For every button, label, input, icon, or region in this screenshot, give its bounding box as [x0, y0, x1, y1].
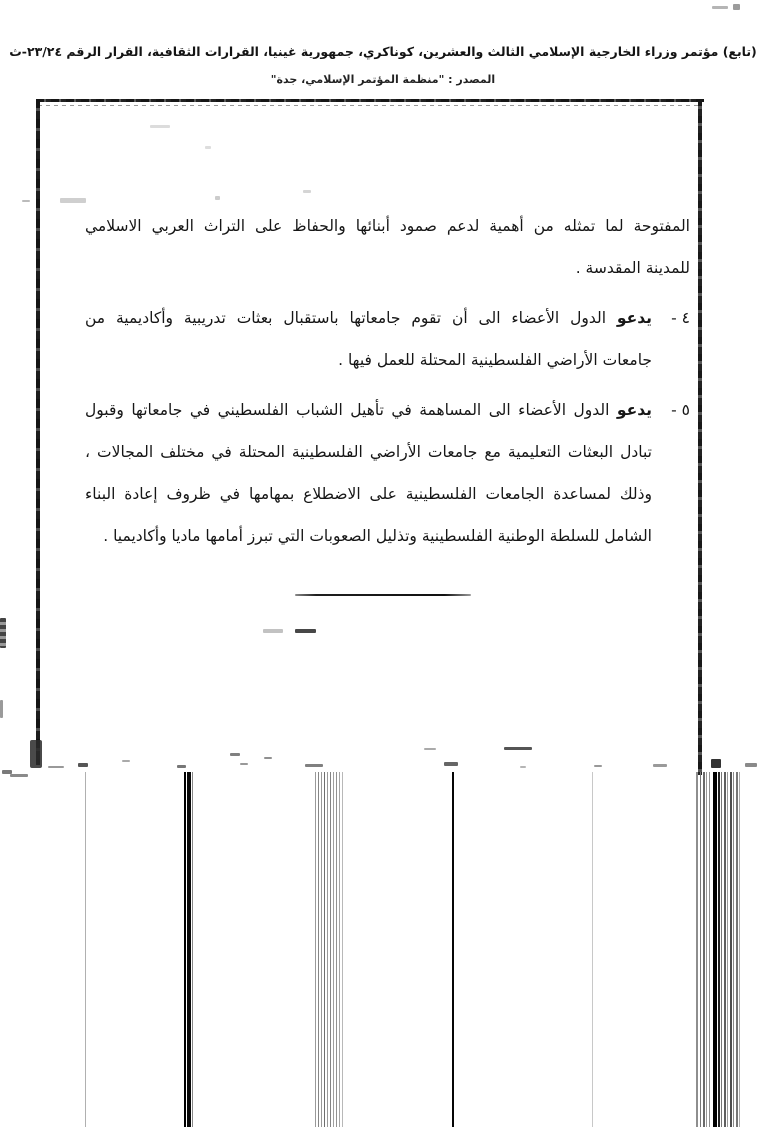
- resolution-item-4: [85, 297, 690, 381]
- scan-artifact-bar: [324, 772, 325, 1127]
- scan-speck: [60, 198, 86, 203]
- scan-speck: [305, 764, 323, 767]
- scan-artifact-bar: [315, 772, 316, 1127]
- intro-paragraph: [85, 205, 690, 289]
- scan-speck: [264, 757, 272, 759]
- scan-artifact-bar: [187, 772, 191, 1127]
- scan-speck: [230, 753, 240, 756]
- scan-artifact-bar: [330, 772, 331, 1127]
- scan-artifact-bar: [733, 772, 734, 1127]
- scan-artifact-bar: [709, 772, 710, 1127]
- item5-line-3: وذلك لمساعدة الجامعات الفلسطينية على الاضطلاع بمهامها في ظروف إعادة البناء: [85, 485, 652, 503]
- item5-line-1: [85, 389, 652, 431]
- scan-speck: [78, 763, 88, 767]
- scan-speck: [520, 766, 526, 768]
- intro-line-1: المفتوحة لما تمثله من أهمية لدعم صمود أبنائها والحفاظ على التراث العربي الاسلامي: [85, 217, 690, 235]
- frame-border-top: [36, 99, 704, 102]
- scan-speck: [295, 629, 316, 633]
- scan-speck: [653, 764, 667, 767]
- item-keyword: يدعو: [616, 309, 652, 327]
- frame-border-smudge: [30, 740, 42, 768]
- scan-speck: [22, 200, 30, 202]
- scan-artifact-bar: [592, 772, 593, 1127]
- scan-speck: [240, 763, 248, 765]
- scan-speck: [263, 629, 283, 633]
- scan-artifact-bar: [703, 772, 705, 1127]
- scan-artifact-bar: [333, 772, 334, 1127]
- resolution-item-5: [85, 389, 690, 557]
- item-number: ٤ -: [671, 309, 690, 327]
- scan-artifact-bar: [327, 772, 328, 1127]
- scan-speck: [424, 748, 436, 750]
- scan-speck: [594, 765, 602, 767]
- document-body: [85, 205, 690, 557]
- scan-artifact-bar: [192, 772, 193, 1127]
- scan-artifact-bar: [696, 772, 698, 1127]
- item-number: ٥ -: [671, 401, 690, 419]
- scan-artifact-bar: [718, 772, 720, 1127]
- scan-speck: [745, 763, 757, 767]
- document-header-title: (تابع) مؤتمر وزراء الخارجية الإسلامي الثالث والعشرين، كوناكري، جمهورية غينيا، القرارات الثقافية، القرار الرقم ٢٣/٢٤-ث: [9, 44, 757, 59]
- scan-speck: [711, 759, 721, 768]
- frame-border-top-dotted: [38, 105, 702, 106]
- scan-artifact-bar: [724, 772, 726, 1127]
- item5-line-1-rest: الدول الأعضاء الى المساهمة في تأهيل الشباب الفلسطيني في جامعاتها وقبول: [85, 401, 617, 419]
- scan-speck: [0, 618, 6, 648]
- scan-speck: [10, 774, 28, 777]
- scan-speck: [150, 125, 170, 128]
- scan-artifact-bar: [736, 772, 738, 1127]
- scan-artifact-bar: [739, 772, 740, 1127]
- scan-speck: [712, 6, 728, 9]
- scan-artifact-bar: [727, 772, 728, 1127]
- scan-speck: [303, 190, 311, 193]
- item5-line-4: الشامل للسلطة الوطنية الفلسطينية وتذليل الصعوبات التي تبرز أمامها ماديا وأكاديميا .: [103, 527, 652, 545]
- scan-artifact-bar: [721, 772, 722, 1127]
- scan-speck: [205, 146, 211, 149]
- scan-artifact-bar: [339, 772, 340, 1127]
- scan-artifact-bar: [336, 772, 337, 1127]
- scan-artifact-bar: [700, 772, 701, 1127]
- scan-artifact-bar: [452, 772, 454, 1127]
- frame-border-right: [698, 99, 702, 775]
- scan-artifact-bar: [85, 772, 86, 1127]
- horizontal-rule: [295, 594, 471, 596]
- item5-line-2: تبادل البعثات التعليمية مع جامعات الأراضي الفلسطينية المحتلة في مختلف المجالات ،: [85, 443, 652, 461]
- document-source-line: المصدر : "منظمة المؤتمر الإسلامي، جدة": [270, 73, 496, 86]
- item4-line-2: جامعات الأراضي الفلسطينية المحتلة للعمل فيها .: [338, 351, 652, 369]
- item4-line-1-rest: الدول الأعضاء الى أن تقوم جامعاتها باستقبال بعثات تدريبية وأكاديمية من: [85, 309, 617, 327]
- scan-artifact-bar: [706, 772, 707, 1127]
- scan-artifact-bar: [318, 772, 319, 1127]
- scan-speck: [733, 4, 740, 10]
- scan-speck: [444, 762, 458, 766]
- frame-border-left: [36, 99, 40, 765]
- scan-speck: [177, 765, 186, 768]
- scan-artifact-bar: [730, 772, 732, 1127]
- scan-artifact-bar: [321, 772, 322, 1127]
- scan-speck: [504, 747, 532, 750]
- intro-line-2: للمدينة المقدسة .: [575, 259, 690, 277]
- scan-speck: [48, 766, 64, 768]
- scan-speck: [0, 700, 3, 718]
- item-keyword: يدعو: [616, 401, 652, 419]
- scan-artifact-bar: [184, 772, 186, 1127]
- scan-artifact-bar: [342, 772, 343, 1127]
- item4-line-1: [85, 297, 652, 339]
- scan-speck: [122, 760, 130, 762]
- scan-artifact-bar: [713, 772, 717, 1127]
- scan-speck: [215, 196, 220, 200]
